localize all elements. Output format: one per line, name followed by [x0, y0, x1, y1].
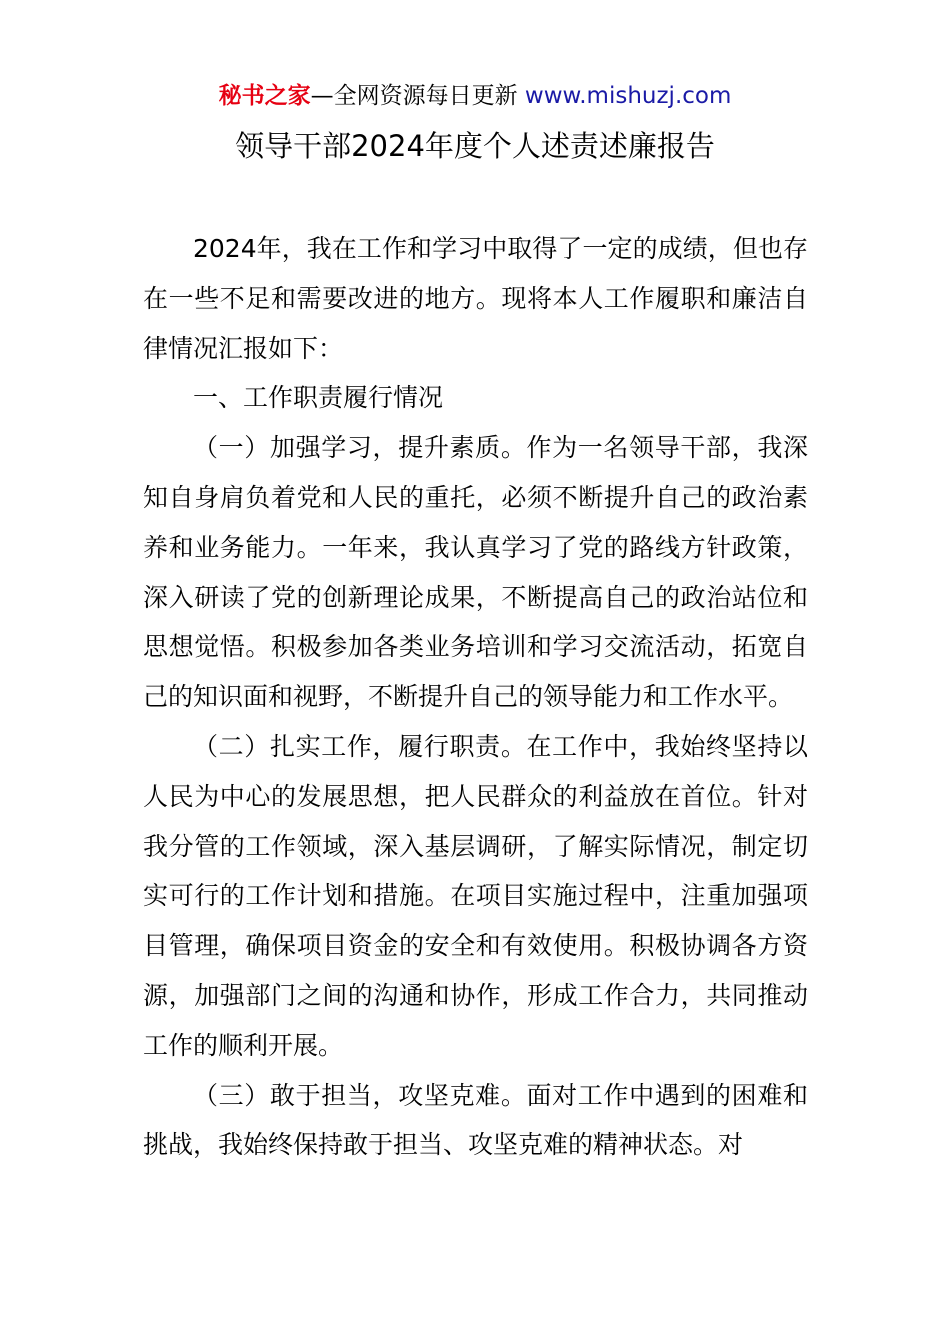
header-tagline: —全网资源每日更新: [310, 83, 525, 109]
paragraph-work: （二）扎实工作，履行职责。在工作中，我始终坚持以人民为中心的发展思想，把人民群众的利益放在首位。针对我分管的工作领域，深入基层调研，了解实际情况，制定切实可行的工作计划和措施。在项目实施过程中，注重加强项目管理，确保项目资金的安全和有效使用。积极协调各方资源，加强部门之间的沟通和协作，形成工作合力，共同推动工作的顺利开展。: [143, 731, 808, 1060]
paragraph-study: （一）加强学习，提升素质。作为一名领导干部，我深知自身肩负着党和人民的重托，必须不断提升自己的政治素养和业务能力。一年来，我认真学习了党的路线方针政策，深入研读了党的创新理论成果，不断提高自己的政治站位和思想觉悟。积极参加各类业务培训和学习交流活动，拓宽自己的知识面和视野，不断提升自己的领导能力和工作水平。: [143, 433, 808, 712]
brand-name: 秘书之家: [218, 83, 311, 109]
site-header: [0, 80, 950, 112]
paragraph-responsibility: （三）敢于担当，攻坚克难。面对工作中遇到的困难和挑战，我始终保持敢于担当、攻坚克难的精神状态。对: [143, 1080, 808, 1160]
paragraph-intro: 2024年，我在工作和学习中取得了一定的成绩，但也存在一些不足和需要改进的地方。现将本人工作履职和廉洁自律情况汇报如下：: [143, 234, 808, 363]
site-url-link[interactable]: www.mishuzj.com: [524, 83, 732, 109]
document-body: [143, 224, 808, 1170]
section-heading-1: 一、工作职责履行情况: [193, 383, 444, 413]
document-title: 领导干部2024年度个人述责述廉报告: [235, 129, 715, 163]
